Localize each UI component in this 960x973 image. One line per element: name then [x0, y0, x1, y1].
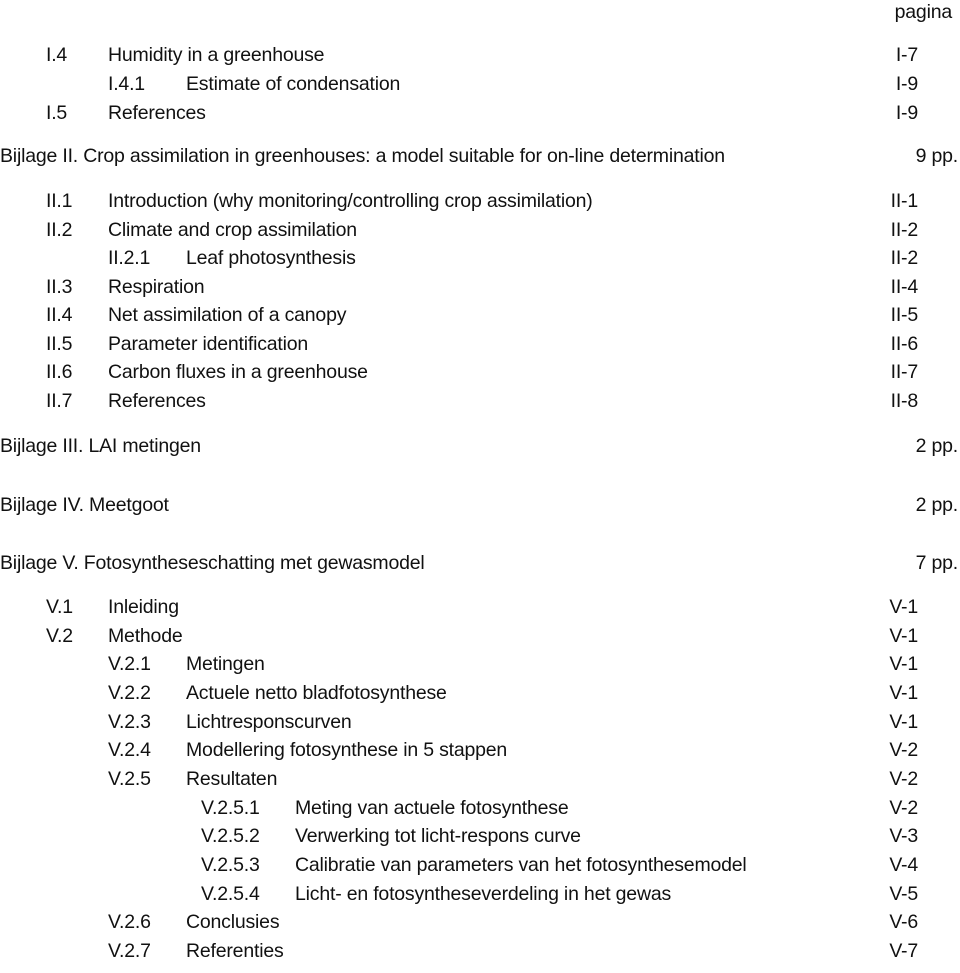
section-number: V.2.1 [108, 653, 151, 675]
section-title: Climate and crop assimilation [108, 219, 357, 241]
section-title: Referenties [186, 940, 284, 962]
section-number: V.2.5 [108, 768, 151, 790]
toc-entry [0, 274, 960, 300]
page-number: II-1 [890, 190, 918, 212]
section-title: References [108, 102, 206, 124]
section-number: V.2.3 [108, 711, 151, 733]
section-title: Humidity in a greenhouse [108, 44, 325, 66]
section-number: II.6 [46, 361, 73, 383]
page-number: V-4 [889, 854, 918, 876]
section-number: V.2 [46, 625, 73, 647]
toc-entry [0, 823, 960, 849]
section-title: Conclusies [186, 911, 280, 933]
toc-entry [0, 188, 960, 214]
toc-entry [0, 680, 960, 706]
page-number: II-6 [890, 333, 918, 355]
toc-entry [0, 651, 960, 677]
page-number: V-2 [889, 739, 918, 761]
section-number: V.2.7 [108, 940, 151, 962]
section-title: Lichtresponscurven [186, 711, 352, 733]
page-column-header: pagina [894, 1, 952, 23]
page-number: I-9 [895, 73, 918, 95]
appendix-page-count: 2 pp. [915, 435, 958, 457]
section-title: Metingen [186, 653, 265, 675]
toc-entry [0, 245, 960, 271]
page-number: II-7 [890, 361, 918, 383]
page-number: II-4 [890, 276, 918, 298]
section-number: I.4 [46, 44, 68, 66]
page-number: V-1 [889, 711, 918, 733]
toc-entry [0, 217, 960, 243]
section-title: Methode [108, 625, 183, 647]
page-number: V-1 [889, 596, 918, 618]
toc-entry [0, 42, 960, 68]
toc-entry [0, 302, 960, 328]
toc-entry [0, 594, 960, 620]
section-number: II.3 [46, 276, 73, 298]
appendix-entry [0, 492, 960, 518]
toc-entry [0, 766, 960, 792]
section-title: Parameter identification [108, 333, 309, 355]
section-number: V.2.5.4 [201, 883, 260, 905]
page-number: V-6 [889, 911, 918, 933]
section-number: V.2.4 [108, 739, 151, 761]
appendix-page-count: 9 pp. [915, 145, 958, 167]
section-title: Leaf photosynthesis [186, 247, 356, 269]
appendix-title: Bijlage II. Crop assimilation in greenhouses: a model suitable for on-line determination [0, 145, 725, 167]
page-number: II-8 [890, 390, 918, 412]
section-number: V.2.6 [108, 911, 151, 933]
page-number: V-1 [889, 653, 918, 675]
toc-entry [0, 71, 960, 97]
page-number: V-2 [889, 797, 918, 819]
section-number: II.2 [46, 219, 73, 241]
page-number: V-7 [889, 940, 918, 962]
appendix-title: Bijlage IV. Meetgoot [0, 494, 169, 516]
section-number: II.2.1 [108, 247, 151, 269]
section-number: II.4 [46, 304, 73, 326]
section-title: Net assimilation of a canopy [108, 304, 347, 326]
page-number: II-5 [890, 304, 918, 326]
section-title: References [108, 390, 206, 412]
page-number: I-9 [895, 102, 918, 124]
section-number: V.2.5.1 [201, 797, 260, 819]
toc-entry [0, 623, 960, 649]
page-number: V-2 [889, 768, 918, 790]
toc-entry [0, 100, 960, 126]
section-title: Respiration [108, 276, 205, 298]
page-number: V-5 [889, 883, 918, 905]
section-number: II.5 [46, 333, 73, 355]
appendix-entry [0, 550, 960, 576]
toc-entry [0, 359, 960, 385]
toc-entry [0, 795, 960, 821]
appendix-page-count: 7 pp. [915, 552, 958, 574]
section-title: Calibratie van parameters van het fotosynthesemodel [295, 854, 747, 876]
toc-entry [0, 852, 960, 878]
section-title: Inleiding [108, 596, 179, 618]
toc-entry [0, 388, 960, 414]
appendix-title: Bijlage III. LAI metingen [0, 435, 201, 457]
appendix-title: Bijlage V. Fotosyntheseschatting met gewasmodel [0, 552, 425, 574]
toc-entry [0, 938, 960, 964]
page-number: I-7 [895, 44, 918, 66]
section-title: Carbon fluxes in a greenhouse [108, 361, 368, 383]
page-number: II-2 [890, 219, 918, 241]
page-number: II-2 [890, 247, 918, 269]
appendix-entry [0, 143, 960, 169]
section-title: Modellering fotosynthese in 5 stappen [186, 739, 508, 761]
section-number: V.2.5.3 [201, 854, 260, 876]
page-number: V-1 [889, 625, 918, 647]
section-title: Licht- en fotosyntheseverdeling in het gewas [295, 883, 672, 905]
section-number: V.2.5.2 [201, 825, 260, 847]
section-title: Actuele netto bladfotosynthese [186, 682, 447, 704]
section-title: Verwerking tot licht-respons curve [295, 825, 581, 847]
appendix-page-count: 2 pp. [915, 494, 958, 516]
section-title: Estimate of condensation [186, 73, 401, 95]
appendix-entry [0, 433, 960, 459]
toc-entry [0, 331, 960, 357]
section-title: Meting van actuele fotosynthese [295, 797, 569, 819]
section-number: II.7 [46, 390, 73, 412]
section-number: II.1 [46, 190, 73, 212]
section-number: I.4.1 [108, 73, 145, 95]
toc-entry [0, 881, 960, 907]
section-title: Introduction (why monitoring/controlling crop assimilation) [108, 190, 593, 212]
section-number: V.2.2 [108, 682, 151, 704]
toc-entry [0, 737, 960, 763]
page-number: V-3 [889, 825, 918, 847]
section-number: V.1 [46, 596, 73, 618]
section-number: I.5 [46, 102, 68, 124]
toc-entry [0, 709, 960, 735]
page-number: V-1 [889, 682, 918, 704]
section-title: Resultaten [186, 768, 278, 790]
toc-entry [0, 909, 960, 935]
